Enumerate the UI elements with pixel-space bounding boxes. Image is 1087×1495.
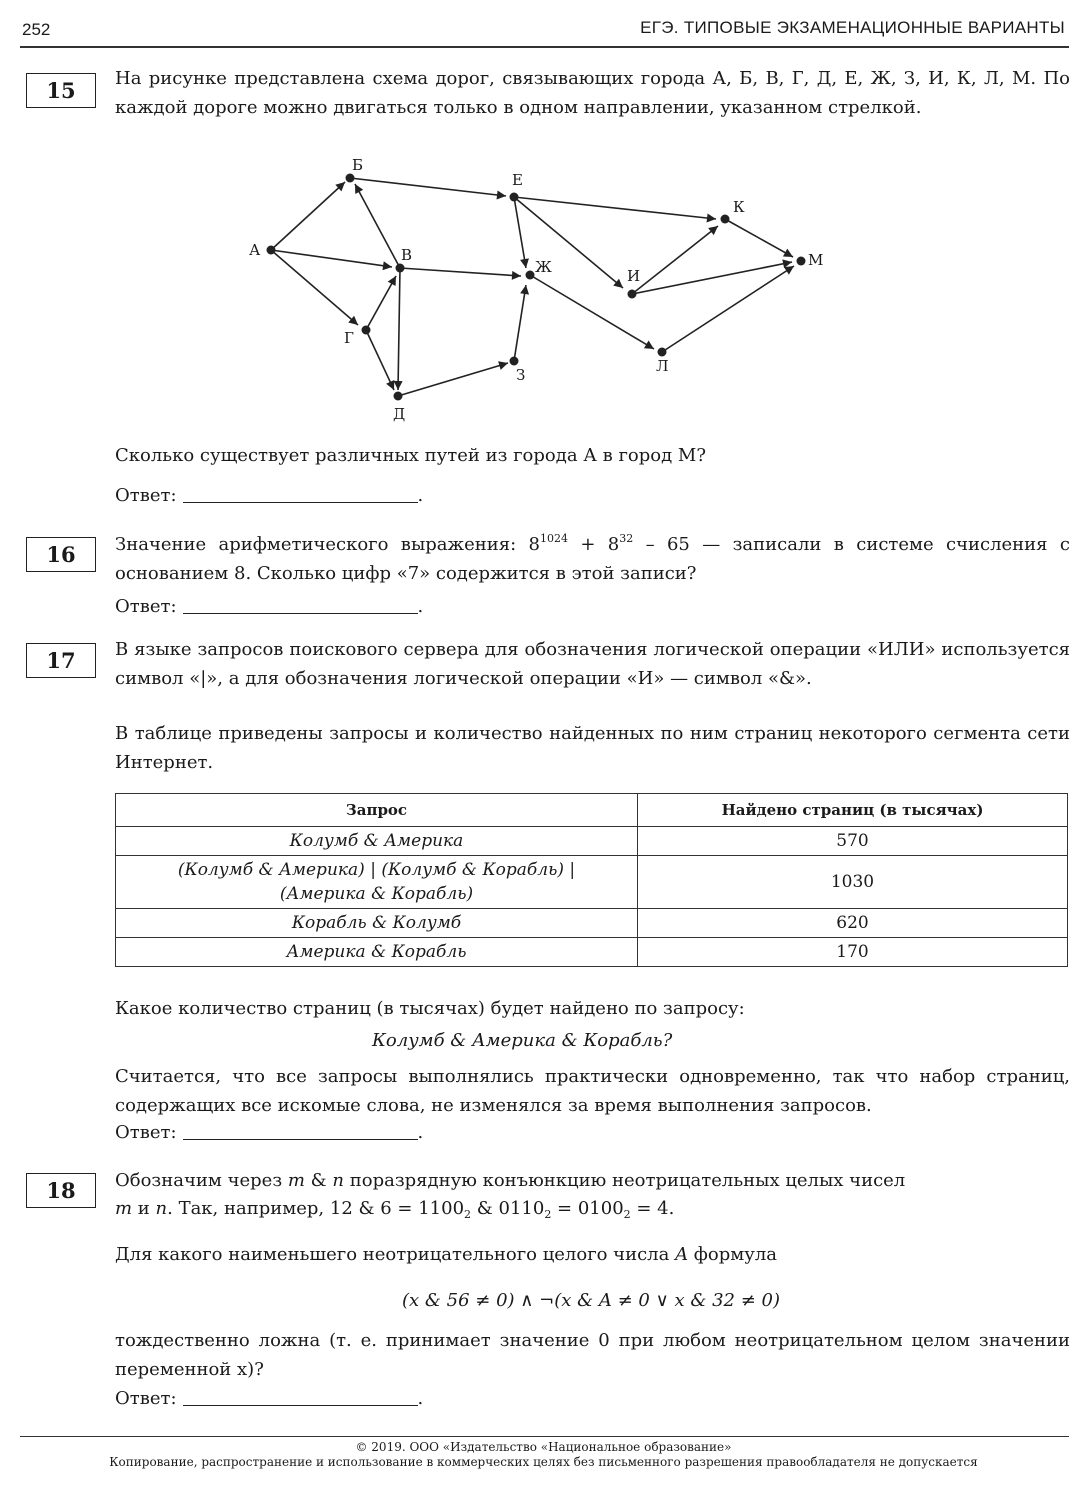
node-L — [658, 348, 667, 357]
edge-Zh-L — [530, 275, 654, 349]
task18-line2: m и n. Так, например, 12 & $6 = 1100_2$ & $0110_2 = 0100_2 = 4$. — [115, 1198, 675, 1221]
task17-question: Какое количество страниц (в тысячах) будет найдено по запросу: — [115, 998, 745, 1019]
task-number-18: 18 — [26, 1173, 96, 1208]
table-row: Америка & Корабль 170 — [116, 938, 1068, 967]
task18-line1: Обозначим через m & n поразрядную конъюнкцию неотрицательных целых чисел — [115, 1170, 906, 1191]
task-number-16: 16 — [26, 537, 96, 572]
label-D: Д — [393, 405, 406, 423]
node-M — [797, 257, 806, 266]
task18-formula: (x & 56 ≠ 0) ∧ ¬(x & A ≠ 0 ∨ x & 32 ≠ 0) — [402, 1290, 780, 1311]
node-G — [362, 326, 371, 335]
edge-L-M — [662, 266, 794, 352]
task17-answer: Ответ: . — [115, 1122, 424, 1143]
edge-A-B — [271, 182, 345, 250]
edge-Z-Zh — [514, 285, 526, 361]
footer-copyright: © 2019. ООО «Издательство «Национальное образование» — [355, 1440, 732, 1454]
label-E: Е — [512, 171, 523, 189]
queries-table — [115, 793, 1068, 967]
label-M: М — [808, 251, 824, 269]
answer-label: Ответ: — [115, 1122, 177, 1143]
label-B: Б — [352, 156, 364, 174]
edge-B-E — [350, 178, 506, 196]
edge-I-M — [632, 262, 792, 294]
graph-labels — [249, 156, 823, 423]
label-Z: З — [516, 366, 526, 384]
node-K — [721, 215, 730, 224]
col-header-found: Найдено страниц (в тысячах) — [638, 794, 1068, 827]
answer-field-15[interactable] — [183, 484, 418, 503]
answer-label: Ответ: — [115, 596, 177, 617]
answer-field-17[interactable] — [183, 1121, 418, 1140]
label-G: Г — [344, 329, 354, 347]
edge-A-G — [271, 250, 358, 325]
graph-nodes — [267, 174, 806, 401]
edge-A-V — [271, 250, 392, 267]
label-I: И — [627, 267, 641, 285]
task18-text3: тождественно ложна (т. е. принимает значение 0 при любом неотрицательном целом значении переменной x)? — [115, 1330, 1070, 1380]
node-I — [628, 290, 637, 299]
task17-note: Считается, что все запросы выполнялись практически одновременно, так что набор страниц, содержащих все искомые слова, не изменялся за время выполнения запросов. — [115, 1066, 1070, 1116]
answer-label: Ответ: — [115, 1388, 177, 1409]
task-number-15: 15 — [26, 73, 96, 108]
table-row: (Колумб & Америка) | (Колумб & Корабль) | (Америка & Корабль) 1030 — [116, 856, 1068, 909]
task17-text2: В таблице приведены запросы и количество найденных по ним страниц некоторого сегмента сети Интернет. — [115, 723, 1070, 773]
footer-divider — [20, 1436, 1069, 1437]
node-Z — [510, 357, 519, 366]
node-Zh — [526, 271, 535, 280]
edge-V-D — [398, 268, 400, 390]
edge-V-Zh — [400, 268, 521, 276]
task16-text: Значение арифметического выражения: $8^{1024} + 8^{32} - 65$ — записали в системе счисления с основанием 8. Сколько цифр «7» содержится в этой записи? — [115, 532, 1070, 584]
task-number-17: 17 — [26, 643, 96, 678]
edge-G-D — [366, 330, 394, 390]
answer-field-18[interactable] — [183, 1387, 418, 1406]
answer-label: Ответ: — [115, 485, 177, 506]
answer-field-16[interactable] — [183, 595, 418, 614]
running-title: ЕГЭ. ТИПОВЫЕ ЭКЗАМЕНАЦИОННЫЕ ВАРИАНТЫ — [640, 18, 1065, 37]
road-graph — [0, 0, 1087, 440]
task17-text1: В языке запросов поискового сервера для обозначения логической операции «ИЛИ» используется символ «|», а для обозначения логической операции «И» — символ «&». — [115, 639, 1070, 689]
edge-I-K — [632, 226, 718, 294]
edge-K-M — [725, 219, 793, 257]
node-A — [267, 246, 276, 255]
edge-D-Z — [398, 363, 508, 396]
label-L: Л — [656, 357, 669, 375]
edge-G-V — [366, 276, 396, 330]
node-V — [396, 264, 405, 273]
label-K: К — [733, 198, 745, 216]
task18-question: Для какого наименьшего неотрицательного целого числа A формула — [115, 1244, 777, 1265]
task17-query: Колумб & Америка & Корабль? — [372, 1030, 673, 1051]
node-D — [394, 392, 403, 401]
footer-notice: Копирование, распространение и использование в коммерческих целях без письменного разрешения правообладателя не допускается — [109, 1455, 978, 1469]
task16-answer: Ответ: . — [115, 596, 424, 617]
node-E — [510, 193, 519, 202]
page-number: 252 — [22, 20, 51, 39]
label-Zh: Ж — [535, 258, 552, 276]
edge-V-B — [355, 184, 400, 268]
col-header-query: Запрос — [116, 794, 638, 827]
edge-E-K — [514, 197, 716, 219]
edge-E-Zh — [514, 197, 526, 268]
label-A: А — [249, 241, 261, 259]
graph-edges — [271, 178, 794, 396]
node-B — [346, 174, 355, 183]
task15-text: На рисунке представлена схема дорог, связывающих города А, Б, В, Г, Д, Е, Ж, З, И, К, Л, М. По каждой дороге можно двигаться только в одном направлении, указанном стрелкой. — [115, 68, 1070, 118]
task18-answer: Ответ: . — [115, 1388, 424, 1409]
task15-answer: Ответ: . — [115, 485, 424, 506]
label-V: В — [401, 246, 413, 264]
table-row: Колумб & Америка 570 — [116, 827, 1068, 856]
task15-question: Сколько существует различных путей из города А в город М? — [115, 445, 706, 466]
table-row: Корабль & Колумб 620 — [116, 909, 1068, 938]
